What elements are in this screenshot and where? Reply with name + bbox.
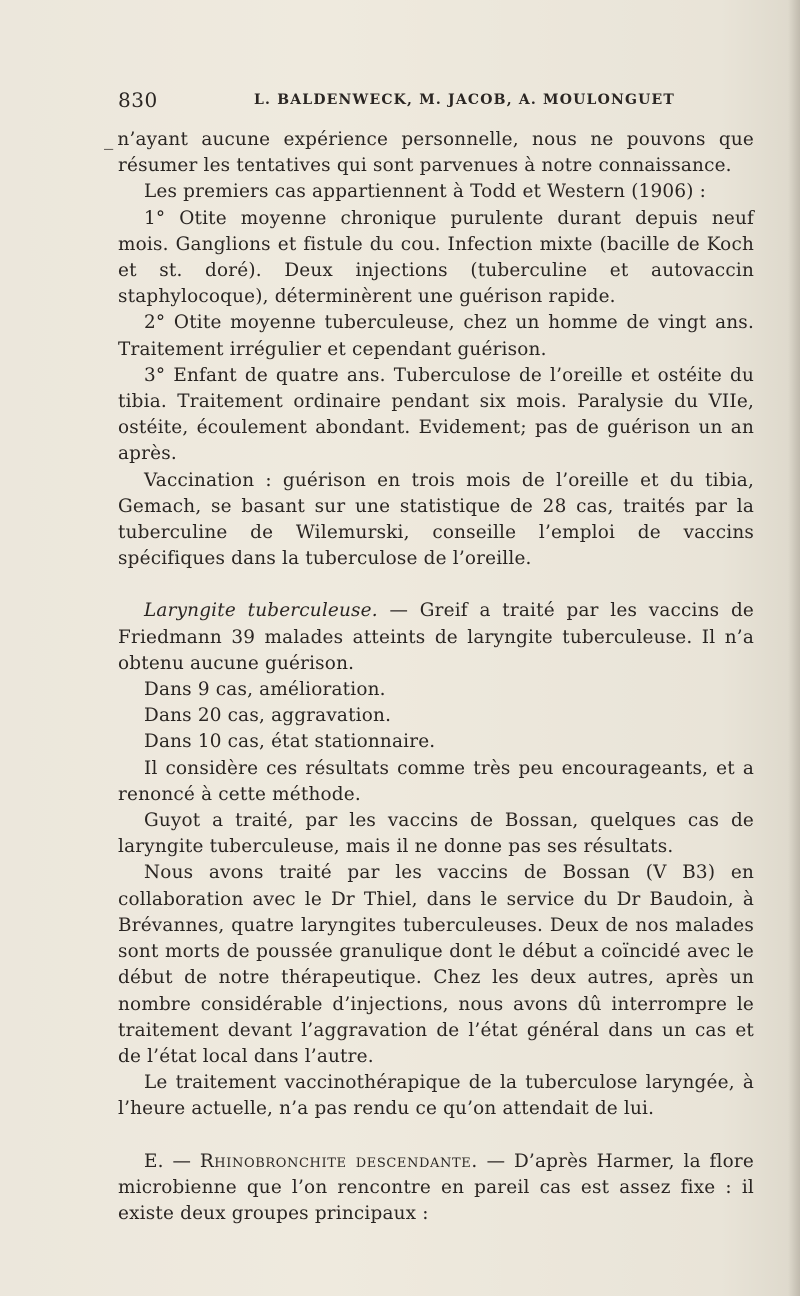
paragraph-rhinobronchite-text: — D’après Harmer, la flore microbienne que l’on rencontre en pareil cas est assez fixe : il existe deux groupes principaux : (118, 1150, 754, 1224)
result-line-aggravation: Dans 20 cas, aggravation. (144, 705, 392, 727)
paragraph-rhinobronchite (118, 1149, 754, 1228)
paragraph-guyot: Guyot a traité, par les vaccins de Bossan, quelques cas de laryngite tuberculeuse, mais il ne donne pas ses résultats. (118, 810, 754, 858)
paragraph-bossan: Nous avons traité par les vaccins de Bossan (V B3) en collaboration avec le Dr Thiel, dans le service du Dr Baudoin, à Brévannes, quatre laryngites tuberculeuses. Deux de nos malades sont morts de poussée granulique dont le début a coïncidé avec le début de notre thérapeutique. Chez les deux autres, après un nombre considérable d’injections, nous avons dû interrompre le traitement devant l’aggravation de l’état général dans un cas et de l’état local dans l’autre. (118, 862, 754, 1067)
page-header (118, 88, 754, 114)
paragraph-laryngite-text: — Greif a traité par les vaccins de Friedmann 39 malades atteints de laryngite tuberculeuse. Il n’a obtenu aucune guérison. (118, 600, 754, 674)
section-title-rhinobronchite: Rhinobronchite descendante. (199, 1150, 478, 1172)
result-line-stationnaire: Dans 10 cas, état stationnaire. (144, 731, 436, 753)
paragraph-continuation (104, 127, 754, 179)
paragraph-1-text: n’ayant aucune expérience personnelle, nous ne pouvons que résumer les tentatives qui sont parvenues à notre connaissance. (117, 129, 754, 177)
section-title-laryngite: Laryngite tuberculeuse. (144, 600, 378, 622)
section-label-e: E. — (144, 1150, 200, 1172)
body-text (104, 127, 754, 1227)
paragraph-conclusion-greif: Il considère ces résultats comme très peu encourageants, et a renoncé à cette méthode. (118, 757, 754, 805)
paragraph-summary: Le traitement vaccinothérapique de la tuberculose laryngée, à l’heure actuelle, n’a pas rendu ce qu’on attendait de lui. (118, 1072, 754, 1120)
paragraph-todd-western: Les premiers cas appartiennent à Todd et Western (1906) : (144, 181, 707, 203)
paragraph-case-2: 2° Otite moyenne tuberculeuse, chez un homme de vingt ans. Traitement irrégulier et cependant guérison. (118, 312, 754, 360)
paragraph-vaccination: Vaccination : guérison en trois mois de l’oreille et du tibia, Gemach, se basant sur une statistique de 28 cas, traités par la tuberculine de Wilemurski, conseille l’emploi de vaccins spécifiques dans la tuberculose de l’oreille. (118, 469, 754, 570)
running-head: L. BALDENWECK, M. JACOB, A. MOULONGUET (254, 92, 676, 108)
page-number: 830 (118, 88, 158, 112)
paragraph-laryngite (118, 598, 754, 677)
paragraph-case-1: 1° Otite moyenne chronique purulente durant depuis neuf mois. Ganglions et fistule du cou. Infection mixte (bacille de Koch et st. doré). Deux injections (tuberculine et autovaccin staphylocoque), déterminèrent une guérison rapide. (118, 207, 754, 308)
result-line-amelioration: Dans 9 cas, amélioration. (144, 679, 386, 701)
paragraph-case-3: 3° Enfant de quatre ans. Tuberculose de l’oreille et ostéite du tibia. Traitement ordinaire pendant six mois. Paralysie du VIIe, ostéite, écoulement abondant. Evidement; pas de guérison un an après. (118, 364, 754, 465)
margin-mark: _ (104, 129, 114, 150)
